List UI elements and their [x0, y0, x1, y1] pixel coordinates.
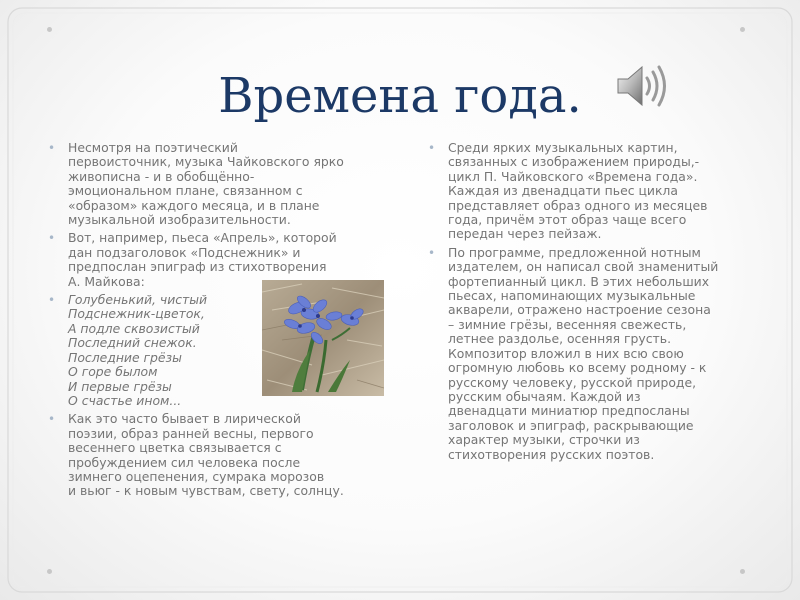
- corner-dot-top-left: [47, 27, 52, 32]
- bullet-text: Вот, например, пьеса «Апрель», которой дан подзаголовок «Подснежник» и предпослан эпиграф из стихотворения А. Майкова:: [68, 230, 337, 289]
- left-bullet-4: [48, 412, 383, 498]
- snowdrop-flower-photo: [262, 280, 384, 396]
- speaker-icon[interactable]: [612, 62, 670, 110]
- bullet-text: По программе, предложенной нотным издателем, он написал свой знаменитый фортепианный цикл. В этих небольших пьесах, напоминающих музыкальные акварели, отражено настроение сезона – зимние грёзы, весенняя свежесть, летнее раздолье, осенняя грусть. Композитор вложил в них всю свою огромную любовь ко всему родному - к русскому человеку, русской природе, русским обычаям. Каждой из двенадцати миниатюр предпосланы заголовок и эпиграф, раскрывающие характер музыки, строчки из стихотворения русских поэтов.: [448, 244, 719, 462]
- right-column: [428, 141, 768, 466]
- right-bullet-2: [428, 246, 768, 462]
- bullet-text: Несмотря на поэтический первоисточник, музыка Чайковского ярко живописна - и в обобщённо- эмоциональном плане, связанном с «образом» каждого месяца, и в плане музыкальной изобразительности.: [68, 140, 344, 228]
- bullet-mark: •: [48, 412, 56, 427]
- bullet-mark: •: [428, 245, 436, 260]
- slide-title: Времена года.: [218, 68, 582, 124]
- left-bullet-1: [48, 141, 383, 227]
- right-bullet-1: [428, 141, 768, 242]
- corner-dot-bottom-right: [740, 569, 745, 574]
- bullet-mark: •: [48, 231, 56, 246]
- bullet-text: Как это часто бывает в лирической поэзии, образ ранней весны, первого весеннего цветка связывается с пробуждением сил человека после зимнего оцепенения, сумрака морозов и вьюг - к новым чувствам, свету, солнцу.: [68, 411, 344, 499]
- bullet-mark: •: [428, 141, 436, 155]
- bullet-mark: •: [48, 293, 56, 308]
- corner-dot-bottom-left: [47, 569, 52, 574]
- bullet-mark: •: [48, 141, 56, 155]
- bullet-text: Среди ярких музыкальных картин, связанных с изображением природы,- цикл П. Чайковского «Времена года». Каждая из двенадцати пьес цикла представляет образ одного из месяцев года, причём этот образ чаще всего передан через пейзаж.: [448, 140, 708, 242]
- poem-text: Голубенький, чистый Подснежник-цветок, А подле сквозистый Последний снежок. Последние грёзы О горе былом И первые грёзы О счастье ином...: [68, 292, 208, 408]
- corner-dot-top-right: [740, 27, 745, 32]
